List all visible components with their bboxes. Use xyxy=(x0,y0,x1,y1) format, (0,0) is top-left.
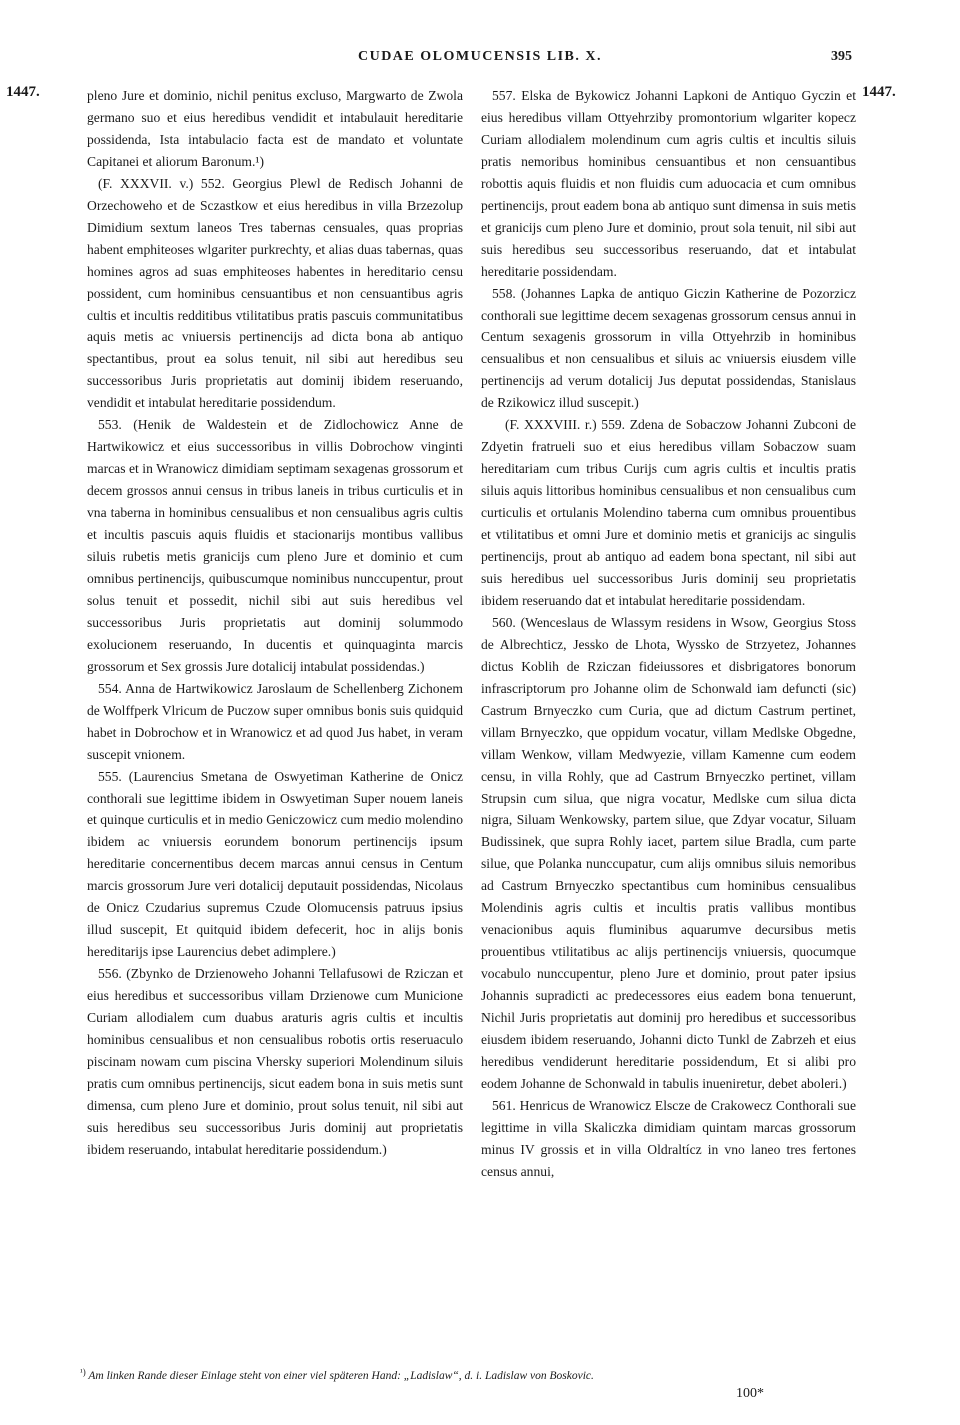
paragraph: 558. (Johannes Lapka de antiquo Giczin Katherine de Pozorzicz conthorali sue legittime decem sexagenas grossorum census annui in Centum sexagenis grossorum in villa Ottyehrzib in hominibus censualibus et non censualibus et siluis ac vniuersis eiusdem ville pertinencijs ad verum dotalicij Jus deputat possidendas, Stanislaus de Rzikowicz illud suscepit.) xyxy=(481,285,856,411)
running-header xyxy=(0,49,960,71)
left-column xyxy=(87,85,463,1161)
paragraph: 555. (Laurencius Smetana de Oswyetiman Katherine de Onicz conthorali sue legittime ibidem in Oswyetiman Super nouem laneis et quinque curticulis et in medio Geniczowicz cum medio molendino ibidem ac vniuersis eorundem bonorum pertinencijs ipsum hereditarie concernentibus decem marcas annui census in Centum marcis grossorum Jure veri dotalicij deputauit possidendas, Nicolaus de Onicz Czudarius supremus Czude Olomucensis patruus ipsius illud suscepit, Et quitquid ibidem defecerit, hoc in alijs bonis hereditarijs ipse Laurencius debet adimplere.) xyxy=(87,768,463,960)
running-title: CUDAE OLOMUCENSIS LIB. X. xyxy=(357,49,603,64)
paragraph: 560. (Wenceslaus de Wlassym residens in Wsow, Georgius Stoss de Albrechticz, Jessko de Lhota, Wyssko de Strzyetez, Johannes dictus Koblih de Rziczan fideiussores et disbrigatores bonorum infrascriptorum pro Johanne olim de Schonwald iam defuncti (sic) Castrum Brnyeczko cum Curia, que ad dictum Castrum pertinet, villam Brnyeczko, que oppidum vocatur, villam Medlske Obgedne, villam Wenkow, villam Medwyezie, villam Kamenne cum eodem censu, in villa Rohly, que ad Castrum Brnyeczko pertinet, villam Strupsin cum silua, que nigra vocatur, Medlske cum silua dicta nigra, Siluam Wenkowsky, partem silue, que Zdyar vocatur, Siluam Budissinek, que supra Rohly iacet, partem silue Bradla, cum parte silue, que Polanka nunccupatur, cum alijs omnibus siluis nemoribus ad Castrum Brnyeczko spectantibus cum hominibus censualibus Molendinis agris cultis et incultis pratis vallibus montibus venacionibus aquis fluminibus aquarumve decursibus metis prouentibus vtilitatibus ac alijs pertinencijs vniuersis, quocumque vocabulo nunccupentur, pleno Jure et dominio, prout pater ipsius Johannis supradicti ac predecessores eius eadem bona tenuerunt, Nichil Juris proprietatis aut dominij pro heredibus et successoribus eiusdem ibidem reseruando, Johanni dicto Tunkl de Zabrzeh et eius heredibus vendiderunt hereditarie possidendum, Et si alibi pro eodem Johanne de Schonwald in tabulis inueniretur, debet aboleri.) xyxy=(481,614,856,1091)
paragraph: 561. Henricus de Wranowicz Elscze de Crakowecz Conthorali sue legittime in villa Skaliczka dimidiam quintam marcas grossorum minus IV grossis et in villa Oldraltícz in vno laneo tres fertones census annui, xyxy=(481,1097,856,1179)
page-number: 395 xyxy=(831,49,852,64)
footnote-text: Am linken Rande dieser Einlage steht von einer viel späteren Hand: „Ladislaw“, d. i. Ladislaw von Boskovic. xyxy=(88,1370,594,1382)
paragraph: 557. Elska de Bykowicz Johanni Lapkoni de Antiquo Gyczin et eius heredibus villam Ottyehrziby promontorium wlgariter kopecz Curiam allodialem molendinum cum agris cultis et incultis siluis pratis nemoribus hominibus censuantibus et non censuantibus robottis aquis fluidis et non fluidis cum aduocacia et cum omnibus pertinencijs, prout eadem bona ab antiquo sunt dimensa in suis metis et granicijs cum pleno Jure et dominio, prout sola tenuit, nil sibi aut suis heredibus seu successoribus reseruando, dat et intabulat hereditarie possidendam. xyxy=(481,88,856,279)
paragraph: 554. Anna de Hartwikowicz Jaroslaum de Schellenberg Zichonem de Wolffperk Vlricum de Puczow super omnibus bonis suis quidquid habet in Dobrochow et in Wranowicz et ad quod Jus habet, in veram suscepit vnionem. xyxy=(87,680,463,762)
margin-year-left: 1447. xyxy=(6,84,40,100)
footnote xyxy=(80,1364,880,1384)
footnote-mark: ¹) xyxy=(80,1367,86,1377)
paragraph: 556. (Zbynko de Drzienoweho Johanni Tellafusowi de Rziczan et eius heredibus et successoribus villam Drzienowe cum Municione Curiam allodialem cum duabus araturis agris cultis et incultis hominibus censualibus et non censualibus robotis ortis reseruaculo piscinam nowam cum piscina Vhersky superiori Molendinum siluis pratis cum omnibus pertinencijs, sicut eadem bona in suis metis sunt dimensa, cum pleno Jure et dominio, prout solus tenuit, nil sibi aut suis heredibus seu successoribus Juris dominij aut proprietatis ibidem reseruando, intabulat hereditarie possidendum.) xyxy=(87,966,463,1157)
signature-mark: 100* xyxy=(736,1386,764,1401)
paragraph: 553. (Henik de Waldestein et de Zidlochowicz Anne de Hartwikowicz et eius successoribus in villis Dobrochow vinginti marcas et in Wranowicz dimidiam septimam sexagenas grossorum et decem grossos annui census in tribus laneis in tribus curticulis et in vna taberna in hominibus censualibus et non censualibus agris cultis et incultis pascuis aquis fluidis et stacionarijs montibus vallibus siluis rubetis metis granicijs cum pleno Jure et dominio et cum omnibus pertinencijs, quibuscumque nominibus nunccupentur, prout solus tenuit et possedit, nichil sibi aut suis heredibus vel successoribus Juris proprietatis aut dominij solummodo exolucionem reseruando, In ducentis et quinquaginta marcis grossorum et Sex grossis Jure dotalicij intabulat possidendas.) xyxy=(87,417,463,674)
paragraph: (F. XXXVIII. r.) 559. Zdena de Sobaczow Johanni Zubconi de Zdyetin fratrueli suo et eius heredibus villam Sobaczow suam hereditariam cum tribus Curijs cum agris cultis et incultis pratis siluis aquis littoribus hominibus censualibus et non censualibus cum curticulis et ortulanis Molendino taberna cum omnibus prouentibus et vtilitatibus et omni Jure et dominio metis et granicijs ac singulis pertinencijs, prout ab antiquo ad eadem bona spectant, nil sibi aut suis heredibus uel successoribus Juris dominij seu proprietatis ibidem reseruando dat et intabulat hereditarie possidendam. xyxy=(481,417,856,608)
paragraph: pleno Jure et dominio, nichil penitus excluso, Margwarto de Zwola germano suo et eius heredibus vendidit et intabulauit hereditarie possidenda, Ista intabulacio facta est de mandato et voluntate Capitanei et aliorum Baronum.¹) xyxy=(87,88,463,169)
margin-year-right: 1447. xyxy=(862,84,896,100)
right-column xyxy=(481,85,856,1183)
paragraph: (F. XXXVII. v.) 552. Georgius Plewl de Redisch Johanni de Orzechoweho et de Sczastkow et eius heredibus in villa Brzezolup Dimidium sextum laneos Tres tabernas censuales, quas proprias habent emphiteoses wlgariter purkrechty, et alias duas tabernas, quas homines agros ad suas emphiteoses habentes in hereditario censu possident, cum hominibus censuantibus et non censuantibus agris cultis et incultis redditibus vtilitatibus pratis pascuis communitatibus aquis metis ac vniuersis pertinencijs ad dicta bona ab antiquo spectantibus, prout ea solus tenuit, nil sibi aut heredibus seu successoribus Juris proprietatis aut dominij ibidem reseruando, vendidit et intabulat hereditarie possidendum. xyxy=(87,175,463,411)
